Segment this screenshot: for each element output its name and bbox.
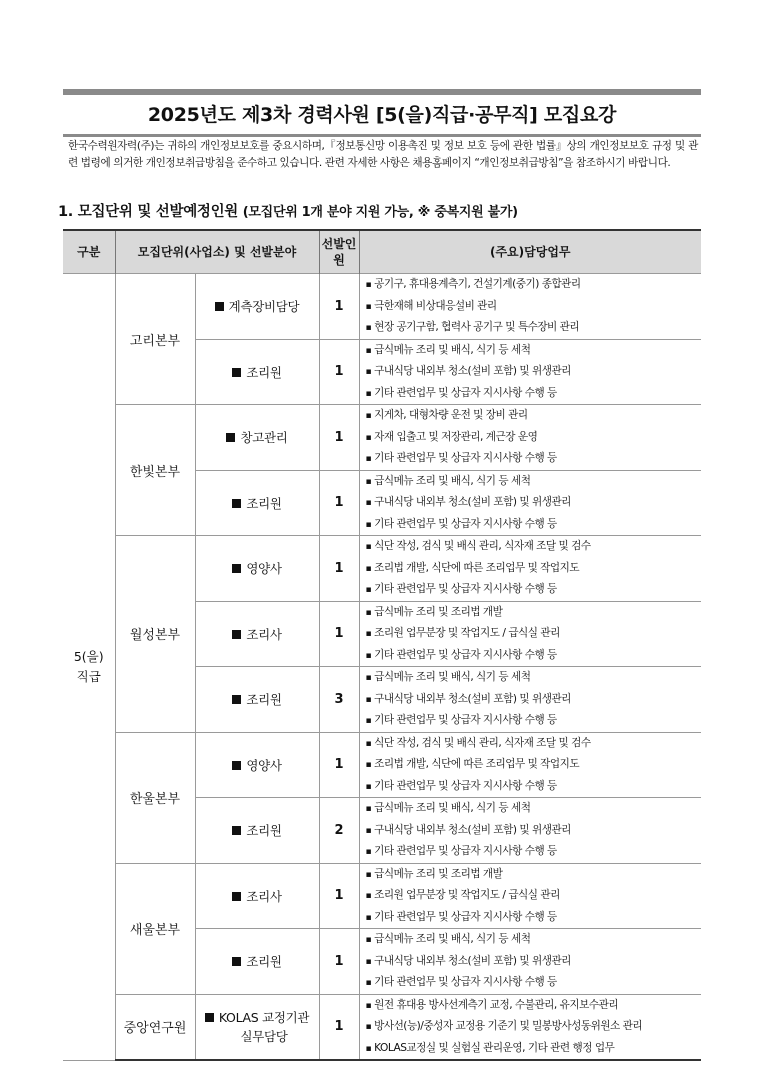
duties-cell xyxy=(359,405,701,471)
headcount-cell: 1 xyxy=(319,863,359,929)
duty-item: ▪ 원전 휴대용 방사선계측기 교정, 수불관리, 유지보수관리 xyxy=(366,995,702,1017)
square-bullet-icon xyxy=(215,302,224,311)
office-cell: 한빛본부 xyxy=(115,405,195,536)
position-cell xyxy=(195,601,319,667)
headcount-cell: 1 xyxy=(319,274,359,340)
position-label: 조리사 xyxy=(246,888,282,904)
duty-item: ▪ 기타 관련업무 및 상급자 지시사항 수행 등 xyxy=(366,841,702,863)
table-row xyxy=(63,405,701,471)
section-heading xyxy=(58,200,758,225)
headcount-cell: 1 xyxy=(319,470,359,536)
headcount-cell: 1 xyxy=(319,601,359,667)
position-label: 조리원 xyxy=(246,364,282,380)
grade-cell: 5(을) 직급 xyxy=(63,274,115,1061)
header-unit: 모집단위(사업소) 및 선발분야 xyxy=(115,230,319,274)
position-label: 조리원 xyxy=(246,692,282,708)
privacy-notice: 한국수력원자력(주)는 귀하의 개인정보보호를 중요시하며,『정보통신망 이용촉진 및 정보 보호 등에 관한 법률』상의 개인정보보호 규정 및 관련 법령에 의거한 개인정보취급방침을 준수하고 있습니다. 관련 자세한 사항은 채용홈페이지 “개인정보취급방침”을 참조하시기 바랍니다. xyxy=(68,140,698,169)
duty-item: ▪ 기타 관련업무 및 상급자 지시사항 수행 등 xyxy=(366,710,702,732)
position-label: 창고관리 xyxy=(240,430,288,446)
position-cell xyxy=(195,667,319,733)
duties-cell xyxy=(359,732,701,798)
duty-item: ▪ 구내식당 내외부 청소(설비 포함) 및 위생관리 xyxy=(366,492,702,514)
duty-item: ▪ 급식메뉴 조리 및 조리법 개발 xyxy=(366,602,702,624)
duty-item: ▪ 조리법 개발, 식단에 따른 조리업무 및 작업지도 xyxy=(366,754,702,776)
duties-cell xyxy=(359,667,701,733)
duties-cell xyxy=(359,536,701,602)
headcount-cell: 1 xyxy=(319,536,359,602)
duty-item: ▪ 기타 관련업무 및 상급자 지시사항 수행 등 xyxy=(366,383,702,405)
headcount-cell: 3 xyxy=(319,667,359,733)
square-bullet-icon xyxy=(232,826,241,835)
title-top-rule xyxy=(63,89,701,95)
duty-item: ▪ 지게차, 대형차량 운전 및 장비 관리 xyxy=(366,405,702,427)
recruitment-table xyxy=(63,229,701,1061)
headcount-cell: 1 xyxy=(319,929,359,995)
headcount-cell: 2 xyxy=(319,798,359,864)
duty-item: ▪ 방사선(능)/중성자 교정용 기준기 및 밀봉방사성동위원소 관리 xyxy=(366,1016,702,1038)
duty-item: ▪ 구내식당 내외부 청소(설비 포함) 및 위생관리 xyxy=(366,951,702,973)
square-bullet-icon xyxy=(232,761,241,770)
table-row xyxy=(63,994,701,1060)
duty-item: ▪ 기타 관련업무 및 상급자 지시사항 수행 등 xyxy=(366,579,702,601)
headcount-cell: 1 xyxy=(319,405,359,471)
position-cell xyxy=(195,536,319,602)
duty-item: ▪ 구내식당 내외부 청소(설비 포함) 및 위생관리 xyxy=(366,689,702,711)
duty-item: ▪ 조리법 개발, 식단에 따른 조리업무 및 작업지도 xyxy=(366,558,702,580)
duties-cell xyxy=(359,929,701,995)
duty-item: ▪ 기타 관련업무 및 상급자 지시사항 수행 등 xyxy=(366,514,702,536)
duty-item: ▪ 기타 관련업무 및 상급자 지시사항 수행 등 xyxy=(366,972,702,994)
square-bullet-icon xyxy=(232,564,241,573)
header-count: 선발인원 xyxy=(319,230,359,274)
duties-cell xyxy=(359,470,701,536)
header-duties: (주요)담당업무 xyxy=(359,230,701,274)
position-label: 조리원 xyxy=(246,954,282,970)
duty-item: ▪ 구내식당 내외부 청소(설비 포함) 및 위생관리 xyxy=(366,361,702,383)
duty-item: ▪ 조리원 업무분장 및 작업지도 / 급식실 관리 xyxy=(366,623,702,645)
position-cell xyxy=(195,863,319,929)
table-row xyxy=(63,863,701,929)
office-cell: 월성본부 xyxy=(115,536,195,733)
square-bullet-icon xyxy=(232,892,241,901)
position-cell xyxy=(195,798,319,864)
position-label: 조리원 xyxy=(246,823,282,839)
duty-item: ▪ 극한재해 비상대응설비 관리 xyxy=(366,296,702,318)
duty-item: ▪ 자재 입출고 및 저장관리, 계근장 운영 xyxy=(366,427,702,449)
office-cell: 고리본부 xyxy=(115,274,195,405)
duty-item: ▪ 조리원 업무분장 및 작업지도 / 급식실 관리 xyxy=(366,885,702,907)
duty-item: ▪ 공기구, 휴대용계측기, 건설기계(중기) 종합관리 xyxy=(366,274,702,296)
duty-item: ▪ 급식메뉴 조리 및 배식, 식기 등 세척 xyxy=(366,340,702,362)
duty-item: ▪ 급식메뉴 조리 및 배식, 식기 등 세척 xyxy=(366,929,702,951)
duty-item: ▪ 기타 관련업무 및 상급자 지시사항 수행 등 xyxy=(366,645,702,667)
page-title: 2025년도 제3차 경력사원 [5(을)직급·공무직] 모집요강 xyxy=(147,104,617,126)
header-category: 구분 xyxy=(63,230,115,274)
duty-item: ▪ 구내식당 내외부 청소(설비 포함) 및 위생관리 xyxy=(366,820,702,842)
duty-item: ▪ 급식메뉴 조리 및 배식, 식기 등 세척 xyxy=(366,471,702,493)
duty-item: ▪ KOLAS교정실 및 실험실 관리운영, 기타 관련 행정 업무 xyxy=(366,1038,702,1060)
position-cell xyxy=(195,405,319,471)
duties-cell xyxy=(359,863,701,929)
table-body xyxy=(63,274,701,1061)
position-label: 영양사 xyxy=(246,561,282,577)
position-cell xyxy=(195,274,319,340)
table-row xyxy=(63,732,701,798)
headcount-cell: 1 xyxy=(319,732,359,798)
position-cell xyxy=(195,994,319,1060)
headcount-cell: 1 xyxy=(319,994,359,1060)
duties-cell xyxy=(359,798,701,864)
duties-cell xyxy=(359,274,701,340)
position-label: KOLAS 교정기관 실무담당 xyxy=(218,1009,310,1044)
duty-item: ▪ 기타 관련업무 및 상급자 지시사항 수행 등 xyxy=(366,448,702,470)
square-bullet-icon xyxy=(232,368,241,377)
square-bullet-icon xyxy=(226,433,235,442)
duty-item: ▪ 급식메뉴 조리 및 조리법 개발 xyxy=(366,864,702,886)
position-cell xyxy=(195,339,319,405)
square-bullet-icon xyxy=(232,695,241,704)
square-bullet-icon xyxy=(232,499,241,508)
position-label: 조리사 xyxy=(246,626,282,642)
office-cell: 새울본부 xyxy=(115,863,195,994)
title-bottom-rule xyxy=(63,134,701,137)
square-bullet-icon xyxy=(205,1013,214,1022)
duty-item: ▪ 급식메뉴 조리 및 배식, 식기 등 세척 xyxy=(366,798,702,820)
position-label: 계측장비담당 xyxy=(228,299,300,315)
duties-cell xyxy=(359,994,701,1060)
position-label: 영양사 xyxy=(246,757,282,773)
office-cell: 한울본부 xyxy=(115,732,195,863)
table-row xyxy=(63,274,701,340)
position-cell xyxy=(195,929,319,995)
duty-item: ▪ 식단 작성, 검식 및 배식 관리, 식자재 조달 및 검수 xyxy=(366,536,702,558)
position-label: 조리원 xyxy=(246,495,282,511)
section-title: 1. 모집단위 및 선발예정인원 xyxy=(58,204,239,220)
section-subtitle: (모집단위 1개 분야 지원 가능, ※ 중복지원 불가) xyxy=(242,205,518,220)
table-header-row xyxy=(63,230,701,274)
square-bullet-icon xyxy=(232,630,241,639)
position-cell xyxy=(195,732,319,798)
duties-cell xyxy=(359,339,701,405)
position-cell xyxy=(195,470,319,536)
duty-item: ▪ 기타 관련업무 및 상급자 지시사항 수행 등 xyxy=(366,776,702,798)
duty-item: ▪ 기타 관련업무 및 상급자 지시사항 수행 등 xyxy=(366,907,702,929)
duty-item: ▪ 식단 작성, 검식 및 배식 관리, 식자재 조달 및 검수 xyxy=(366,733,702,755)
office-cell: 중앙연구원 xyxy=(115,994,195,1060)
headcount-cell: 1 xyxy=(319,339,359,405)
duties-cell xyxy=(359,601,701,667)
table-row xyxy=(63,536,701,602)
duty-item: ▪ 급식메뉴 조리 및 배식, 식기 등 세척 xyxy=(366,667,702,689)
square-bullet-icon xyxy=(232,957,241,966)
duty-item: ▪ 현장 공기구함, 협력사 공기구 및 특수장비 관리 xyxy=(366,317,702,339)
